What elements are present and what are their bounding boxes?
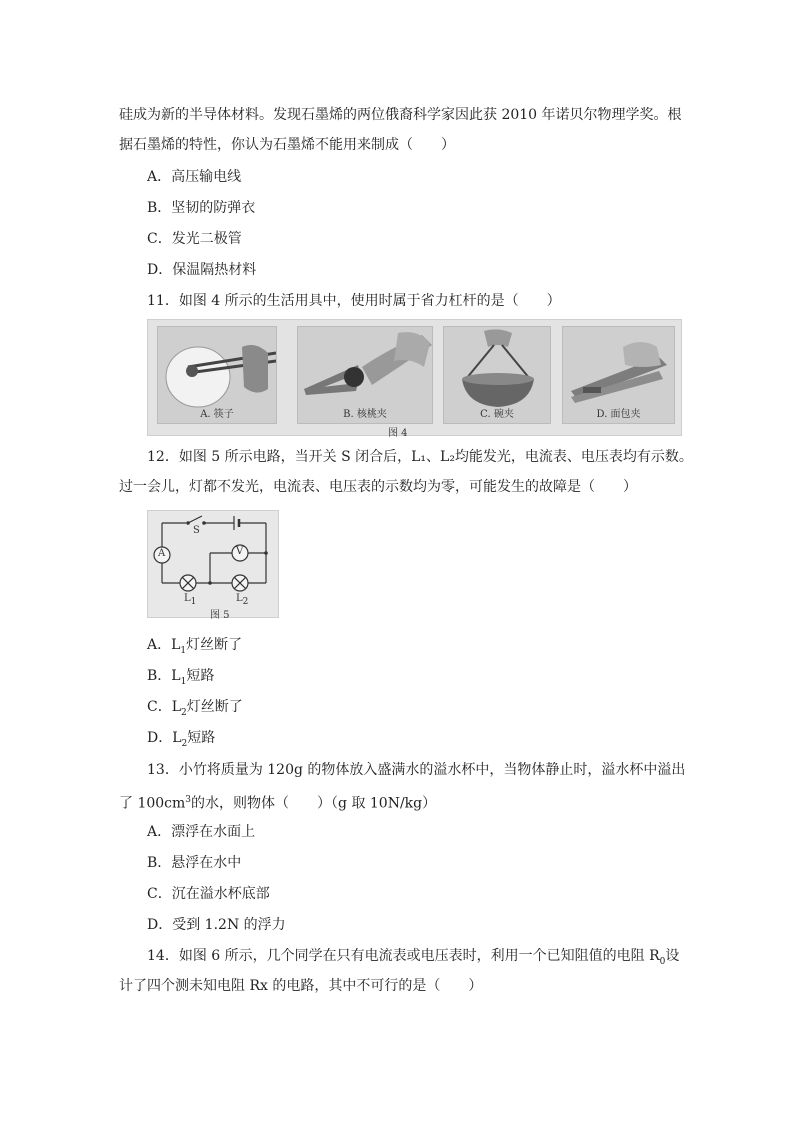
q13-option-c: C．沉在溢水杯底部 xyxy=(147,886,270,902)
ammeter-label: A xyxy=(158,548,166,559)
q10-option-d: D．保温隔热材料 xyxy=(147,262,257,278)
photo-nutcracker xyxy=(297,326,433,424)
photo-caption-b: B. 核桃夹 xyxy=(343,409,387,420)
figure-4-caption: 图 4 xyxy=(388,428,408,439)
q13-option-d: D．受到 1.2N 的浮力 xyxy=(147,917,286,933)
lamp-l1-label: $L_1$ xyxy=(184,593,197,607)
q13-line-1: 13．小竹将质量为 120g 的物体放入盛满水的溢水杯中，当物体静止时，溢水杯中溢出 xyxy=(147,762,686,778)
figure-4 xyxy=(147,319,682,439)
circuit-diagram xyxy=(148,511,280,619)
photo-bread-clip xyxy=(562,326,675,424)
photo-bowl-clamp xyxy=(443,326,551,424)
photo-caption-a: A. 筷子 xyxy=(200,409,234,420)
q10-line-1: 硅成为新的半导体材料。发现石墨烯的两位俄裔科学家因此获 2010 年诺贝尔物理学奖。根 xyxy=(119,107,682,123)
q14-line-2: 计了四个测未知电阻 Rx 的电路，其中不可行的是（ ） xyxy=(119,978,483,994)
q12-option-c: C．$L_2$灯丝断了 xyxy=(147,699,243,718)
q12-option-d: D．$L_2$短路 xyxy=(147,730,216,749)
q12-line-2: 过一会儿，灯都不发光，电流表、电压表的示数均为零，可能发生的故障是（ ） xyxy=(119,479,637,495)
q12-option-b: B．$L_1$短路 xyxy=(147,668,215,687)
photo-chopsticks xyxy=(157,326,277,424)
figure-5-caption: 图 5 xyxy=(210,610,230,621)
voltmeter-label: V xyxy=(236,546,244,557)
q13-option-b: B．悬浮在水中 xyxy=(147,855,242,871)
q13-line-2: 了 $100cm^3$的水，则物体（ ）（g 取 10N/kg） xyxy=(119,795,437,812)
q10-line-2: 据石墨烯的特性，你认为石墨烯不能用来制成（ ） xyxy=(119,137,455,153)
q14-line-1: 14．如图 6 所示，几个同学在只有电流表或电压表时，利用一个已知阻值的电阻 $R_0$设 xyxy=(147,948,680,967)
q10-option-c: C．发光二极管 xyxy=(147,231,242,247)
q12-option-a: A．$L_1$灯丝断了 xyxy=(147,637,243,656)
q11-stem: 11．如图 4 所示的生活用具中，使用时属于省力杠杆的是（ ） xyxy=(147,293,561,309)
q13-option-a: A．漂浮在水面上 xyxy=(147,824,256,840)
q10-option-a: A．高压输电线 xyxy=(147,169,242,185)
lamp-l2-label: $L_2$ xyxy=(236,593,249,607)
photo-caption-c: C. 碗夹 xyxy=(480,409,514,420)
switch-label: S xyxy=(193,525,200,536)
figure-5-circuit xyxy=(147,510,279,621)
q10-option-b: B．坚韧的防弹衣 xyxy=(147,200,256,216)
q12-line-1: 12．如图 5 所示电路，当开关 S 闭合后，L₁、L₂均能发光，电流表、电压表均有示数。 xyxy=(147,449,693,465)
photo-caption-d: D. 面包夹 xyxy=(596,409,641,420)
